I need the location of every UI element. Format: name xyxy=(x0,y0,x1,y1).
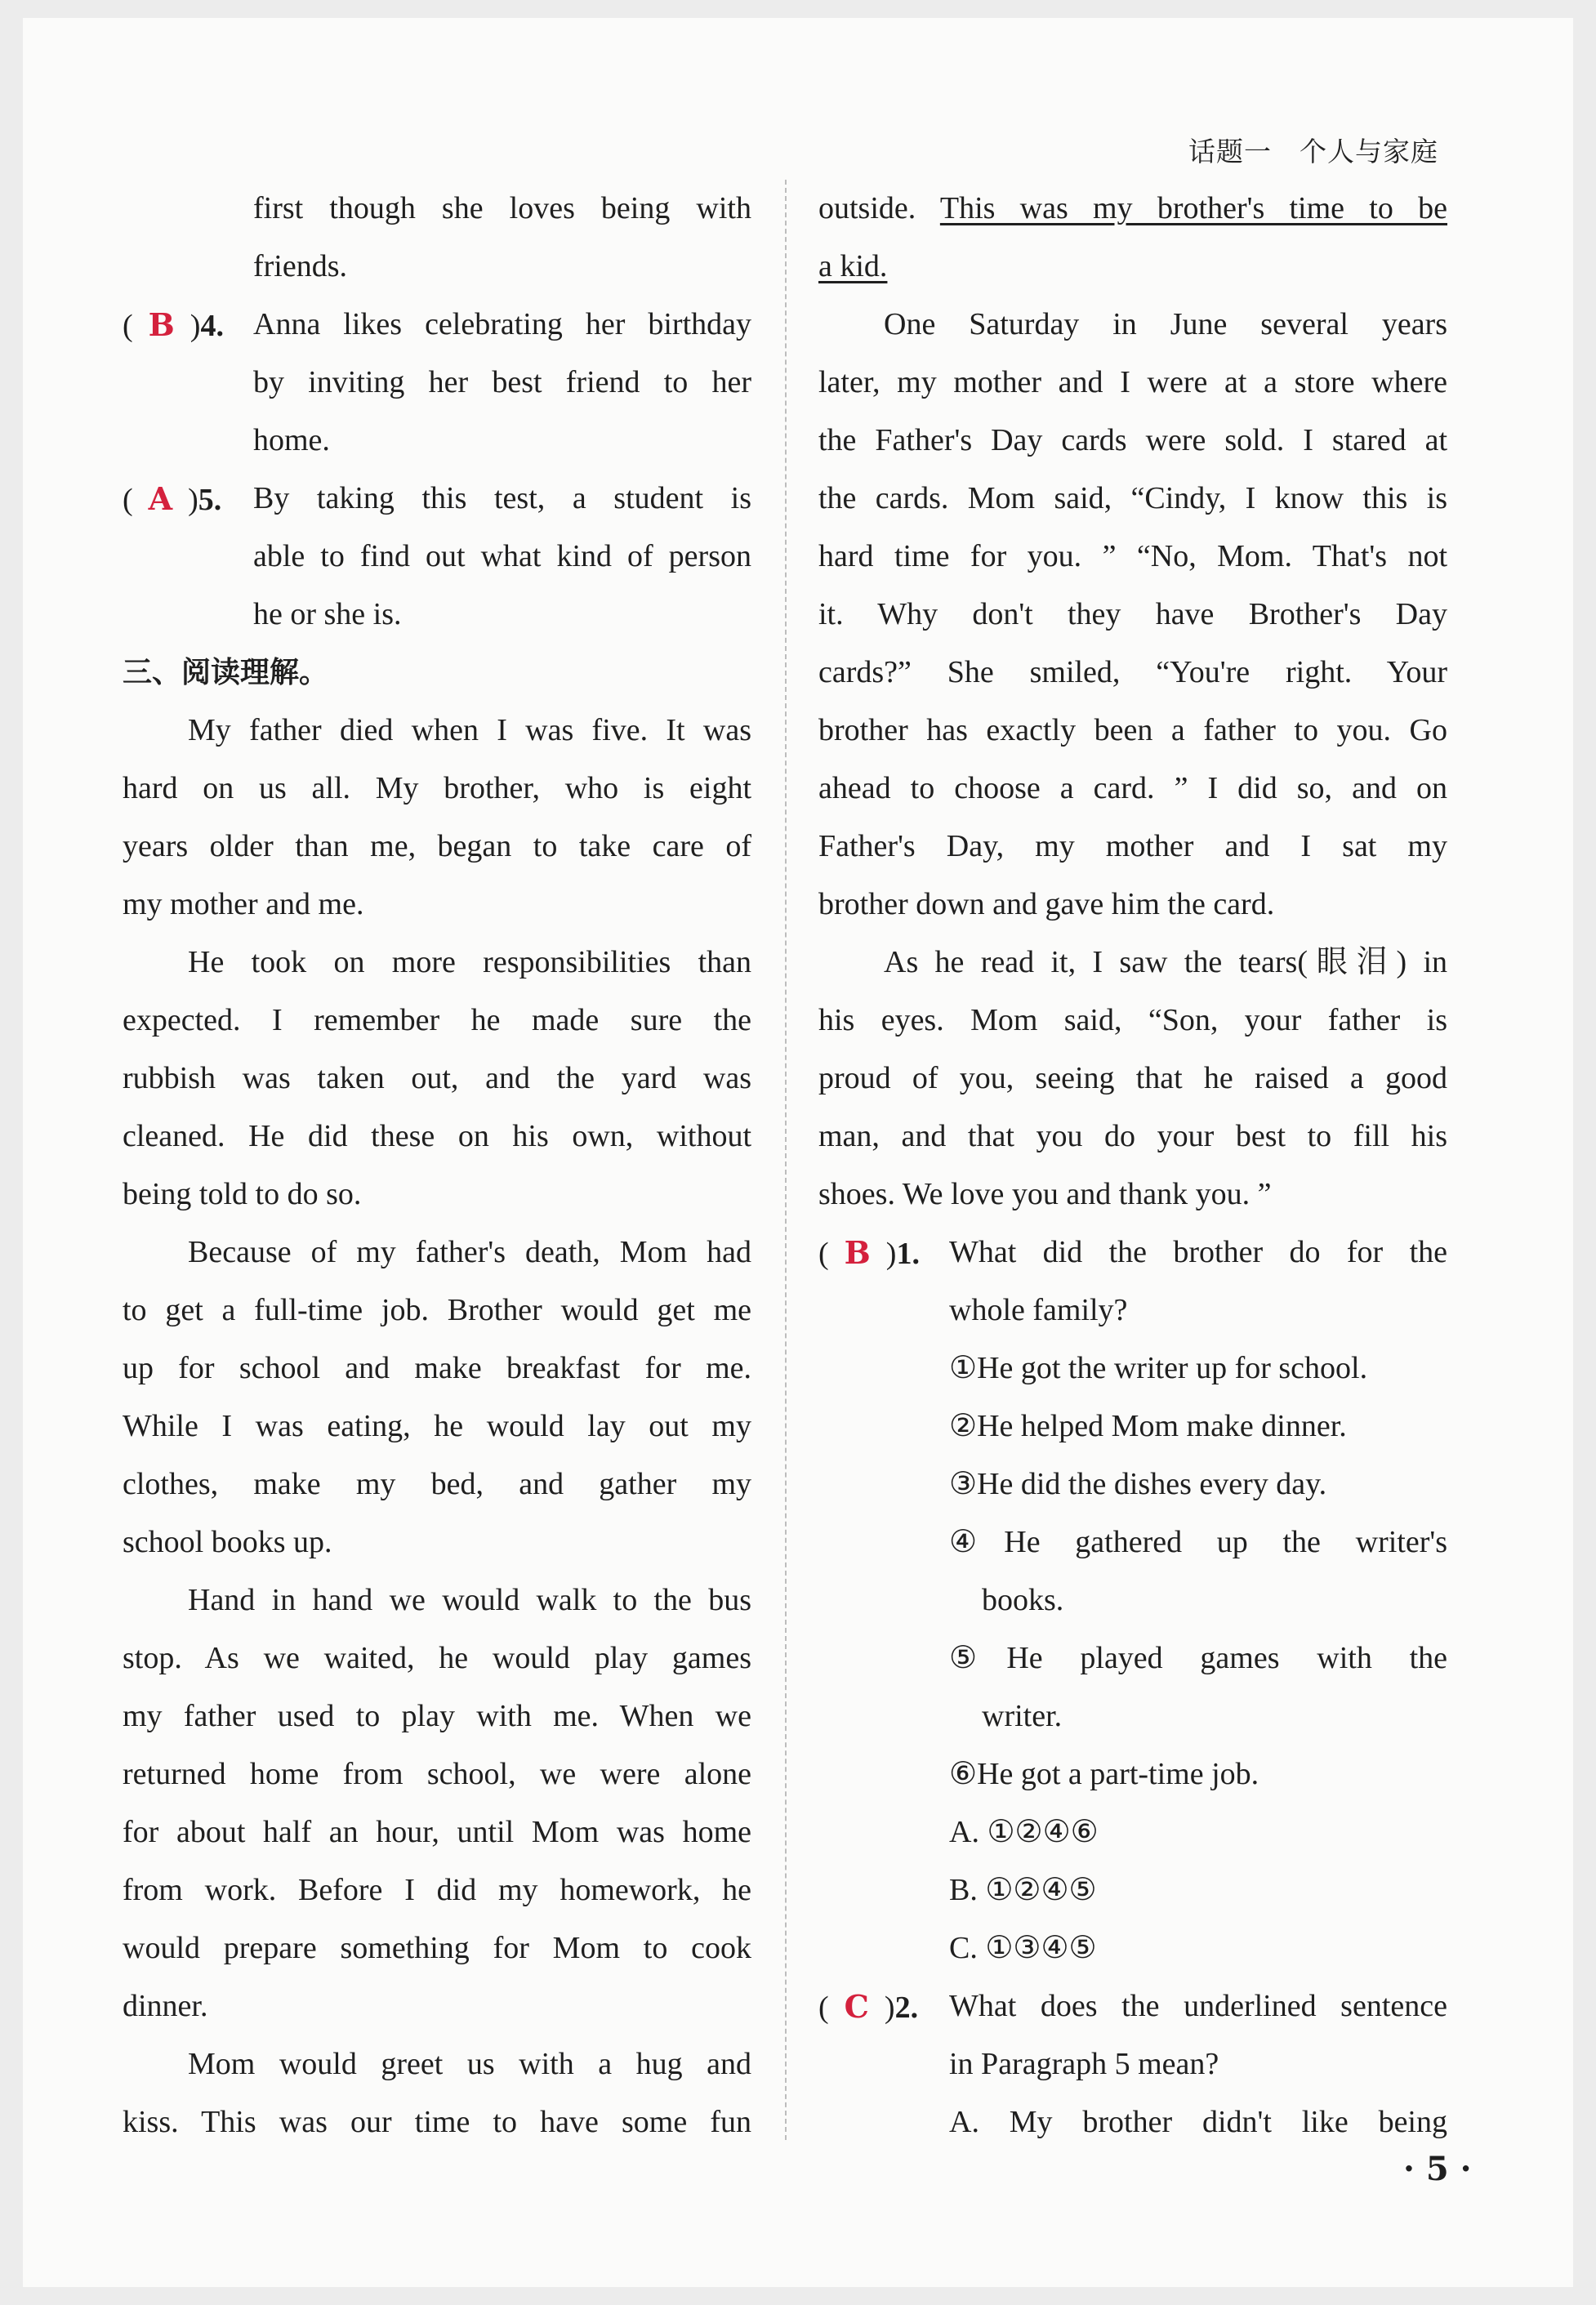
paragraph-5-continuation: outside. This was my brother's time to be xyxy=(818,191,1447,225)
paragraph-line: clothes, make my bed, and gather my xyxy=(123,1467,751,1501)
paragraph-line: shoes. We love you and thank you. ” xyxy=(818,1177,1272,1211)
section-title: 三、阅读理解。 xyxy=(123,656,329,689)
paragraph-line: cards?” She smiled, “You're right. Your xyxy=(818,655,1447,689)
question-item: ②He helped Mom make dinner. xyxy=(949,1409,1347,1443)
paragraph-5-continuation xyxy=(818,238,1447,296)
answer-bracket: ( C )2. xyxy=(818,1988,919,2025)
paragraph-line: Because of my father's death, Mom had xyxy=(188,1235,751,1269)
answer-letter: B xyxy=(844,1234,871,1271)
paragraph-line: later, my mother and I were at a store where xyxy=(818,365,1447,399)
question-text-line: by inviting her best friend to her xyxy=(253,365,751,399)
paragraph-line: hard on us all. My brother, who is eight xyxy=(123,771,751,805)
paragraph-line: dinner. xyxy=(123,1989,208,2023)
question-item: ⑥He got a part-time job. xyxy=(949,1757,1259,1791)
question-item-continuation: books. xyxy=(982,1583,1064,1617)
paragraph-line: the cards. Mom said, “Cindy, I know this is xyxy=(818,481,1447,515)
paragraph-line: returned home from school, we were alone xyxy=(123,1757,751,1791)
question-number: 2. xyxy=(894,1991,919,2025)
paragraph-line: the Father's Day cards were sold. I stared at xyxy=(818,423,1447,457)
paragraph-line: from work. Before I did my homework, he xyxy=(123,1873,751,1907)
question-text-line: he or she is. xyxy=(253,597,402,631)
question-text-line: able to find out what kind of person xyxy=(253,539,751,573)
question-5 xyxy=(123,470,751,644)
question-item-continuation: writer. xyxy=(982,1699,1063,1733)
paragraph-line: My father died when I was five. It was xyxy=(188,713,751,747)
answer-bracket: ( B )1. xyxy=(818,1234,920,1271)
question-item: ⑤He played games with the xyxy=(949,1641,1447,1675)
question-text-line: home. xyxy=(253,423,330,457)
q3-continuation-line: first though she loves being with xyxy=(253,191,751,225)
paragraph-line: school books up. xyxy=(123,1525,332,1559)
paragraph-line: being told to do so. xyxy=(123,1177,362,1211)
question-item: ④He gathered up the writer's xyxy=(949,1525,1447,1559)
paragraph-7 xyxy=(818,934,1447,1224)
paragraph-line: my father used to play with me. When we xyxy=(123,1699,751,1733)
question-number: 5. xyxy=(198,483,222,517)
paragraph-line: my mother and me. xyxy=(123,887,364,921)
paragraph-line: As he read it, I saw the tears(眼泪) in xyxy=(884,945,1447,979)
left-column xyxy=(123,180,751,2151)
answer-letter: A xyxy=(148,480,173,517)
page-header-topic: 话题一 个人与家庭 xyxy=(1188,136,1438,167)
question-number: 4. xyxy=(200,309,224,343)
option-a: A. My brother didn't like being xyxy=(949,2105,1447,2139)
paragraph-line: his eyes. Mom said, “Son, your father is xyxy=(818,1003,1447,1037)
option-b: B. ①②④⑤ xyxy=(949,1873,1097,1907)
paragraph-line: would prepare something for Mom to cook xyxy=(123,1931,751,1965)
paragraph-6 xyxy=(818,296,1447,934)
question-1 xyxy=(818,1224,1447,1977)
underlined-sentence: a kid. xyxy=(818,249,888,283)
q3-continuation-line: friends. xyxy=(253,249,348,283)
question-text-line: By taking this test, a student is xyxy=(253,481,751,515)
question-text-line: What does the underlined sentence xyxy=(949,1989,1447,2023)
paragraph-line: up for school and make breakfast for me. xyxy=(123,1351,751,1385)
paragraph-1 xyxy=(123,702,751,934)
paragraph-line: to get a full-time job. Brother would get me xyxy=(123,1293,751,1327)
answer-bracket: ( B )4. xyxy=(123,306,224,343)
question-2 xyxy=(818,1977,1447,2151)
paragraph-line: While I was eating, he would lay out my xyxy=(123,1409,751,1443)
paragraph-line: brother down and gave him the card. xyxy=(818,887,1275,921)
question-4 xyxy=(123,296,751,470)
paragraph-line: hard time for you. ” “No, Mom. That's not xyxy=(818,539,1447,573)
answer-bracket: ( A )5. xyxy=(123,480,222,517)
paragraph-line: expected. I remember he made sure the xyxy=(123,1003,751,1037)
paragraph-3 xyxy=(123,1224,751,1572)
paragraph-line: ahead to choose a card. ” I did so, and on xyxy=(818,771,1447,805)
paragraph-line: cleaned. He did these on his own, without xyxy=(123,1119,751,1153)
answer-letter: C xyxy=(844,1988,869,2025)
question-item: ①He got the writer up for school. xyxy=(949,1351,1368,1385)
paragraph-2 xyxy=(123,934,751,1224)
paragraph-line: stop. As we waited, he would play games xyxy=(123,1641,751,1675)
answer-letter: B xyxy=(148,306,175,343)
paragraph-4 xyxy=(123,1572,751,2035)
option-c: C. ①③④⑤ xyxy=(949,1931,1097,1965)
paragraph-line: Father's Day, my mother and I sat my xyxy=(818,829,1447,863)
paragraph-line: Mom would greet us with a hug and xyxy=(188,2047,751,2081)
paragraph-line: One Saturday in June several years xyxy=(884,307,1447,341)
page-number: · 5 · xyxy=(1403,2150,1472,2188)
column-divider xyxy=(785,180,787,2140)
paragraph-line: years older than me, began to take care of xyxy=(123,829,751,863)
option-a: A. ①②④⑥ xyxy=(949,1815,1099,1849)
paragraph-line: rubbish was taken out, and the yard was xyxy=(123,1061,751,1095)
underlined-sentence: This was my brother's time to be xyxy=(939,191,1447,225)
paragraph-line: brother has exactly been a father to you. Go xyxy=(818,713,1447,747)
question-text-line: whole family? xyxy=(949,1293,1128,1327)
question-number: 1. xyxy=(896,1237,920,1271)
paragraph-line: for about half an hour, until Mom was home xyxy=(123,1815,751,1849)
right-column xyxy=(818,180,1447,2151)
paragraph-line: He took on more responsibilities than xyxy=(188,945,751,979)
question-text-line: Anna likes celebrating her birthday xyxy=(253,307,751,341)
paragraph-line: proud of you, seeing that he raised a good xyxy=(818,1061,1447,1095)
question-text-line: in Paragraph 5 mean? xyxy=(949,2047,1219,2081)
paragraph-line: kiss. This was our time to have some fun xyxy=(123,2105,751,2139)
question-item: ③He did the dishes every day. xyxy=(949,1467,1327,1501)
paragraph-line: it. Why don't they have Brother's Day xyxy=(818,597,1447,631)
paragraph-line: man, and that you do your best to fill his xyxy=(818,1119,1447,1153)
question-text-line: What did the brother do for the xyxy=(949,1235,1447,1269)
paragraph-line: Hand in hand we would walk to the bus xyxy=(188,1583,751,1617)
paragraph-5 xyxy=(123,2035,751,2151)
